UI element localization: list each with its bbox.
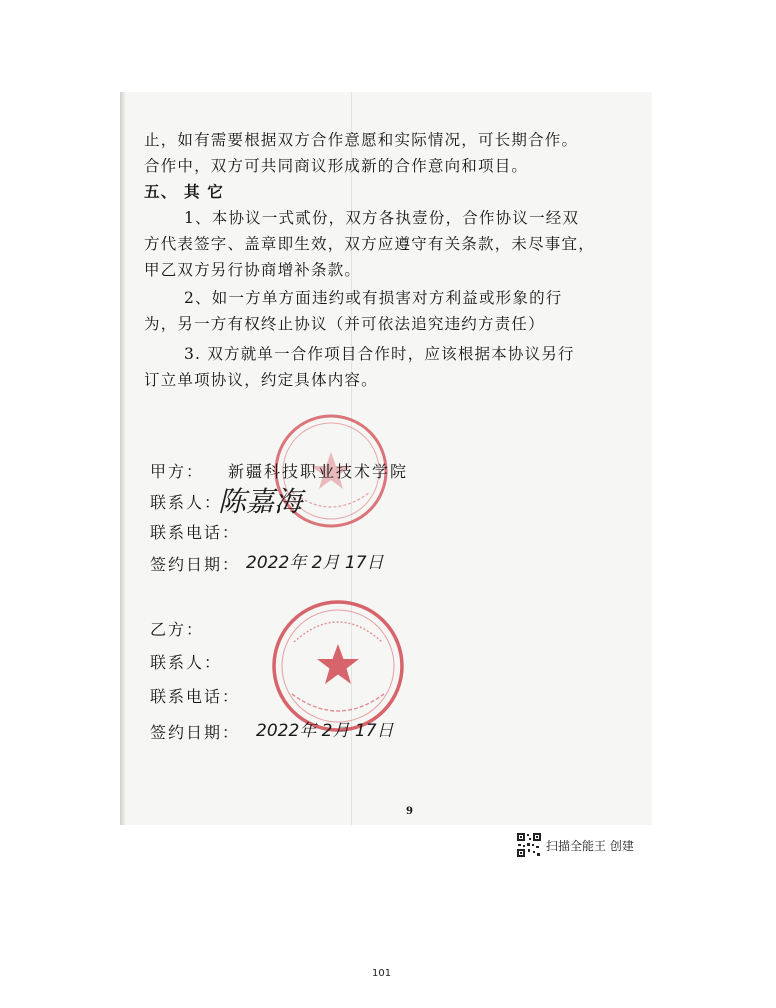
text-line-4: 1、本协议一式贰份，双方各执壹份，合作协议一经双 [184, 209, 580, 227]
text-line-7: 2、如一方单方面违约或有损害对方利益或形象的行 [184, 289, 563, 307]
party-a-label: 甲方： [150, 462, 205, 481]
scanner-label: 扫描全能王 创建 [546, 838, 634, 853]
bottom-page-number: 101 [372, 968, 392, 979]
section-heading: 五、 其 它 [144, 182, 224, 201]
party-b-seal [270, 598, 406, 734]
text-line-10: 订立单项协议，约定具体内容。 [144, 371, 378, 389]
scanned-page [120, 92, 652, 825]
party-b-date: 2022年 2月 17日 [256, 721, 394, 741]
party-a-phone-label: 联系电话： [150, 523, 241, 542]
party-b-contact-label: 联系人： [150, 653, 223, 672]
party-b-date-label: 签约日期： [150, 723, 241, 742]
party-a-name: 新疆科技职业技术学院 [228, 462, 409, 481]
scanner-watermark [516, 832, 634, 858]
party-b-phone-label: 联系电话： [150, 687, 241, 706]
text-line-9: 3. 双方就单一合作项目合作时，应该根据本协议另行 [184, 345, 575, 363]
party-a-date: 2022年 2月 17日 [246, 553, 384, 573]
text-line-2: 合作中，双方可共同商议形成新的合作意向和项目。 [144, 157, 529, 175]
text-line-1: 止，如有需要根据双方合作意愿和实际情况，可长期合作。 [144, 131, 579, 149]
party-a-date-label: 签约日期： [150, 555, 241, 574]
qr-code-icon [516, 832, 542, 858]
page-number: 9 [406, 806, 413, 817]
text-line-8: 为，另一方有权终止协议（并可依法追究违约方责任） [144, 315, 545, 333]
party-a-signature: 陈嘉海 [218, 485, 303, 518]
text-line-6: 甲乙双方另行协商增补条款。 [144, 261, 362, 279]
party-a-contact-label: 联系人： [150, 493, 223, 512]
text-line-5: 方代表签字、盖章即生效，双方应遵守有关条款，未尽事宜， [144, 235, 595, 253]
party-b-label: 乙方： [150, 620, 205, 639]
